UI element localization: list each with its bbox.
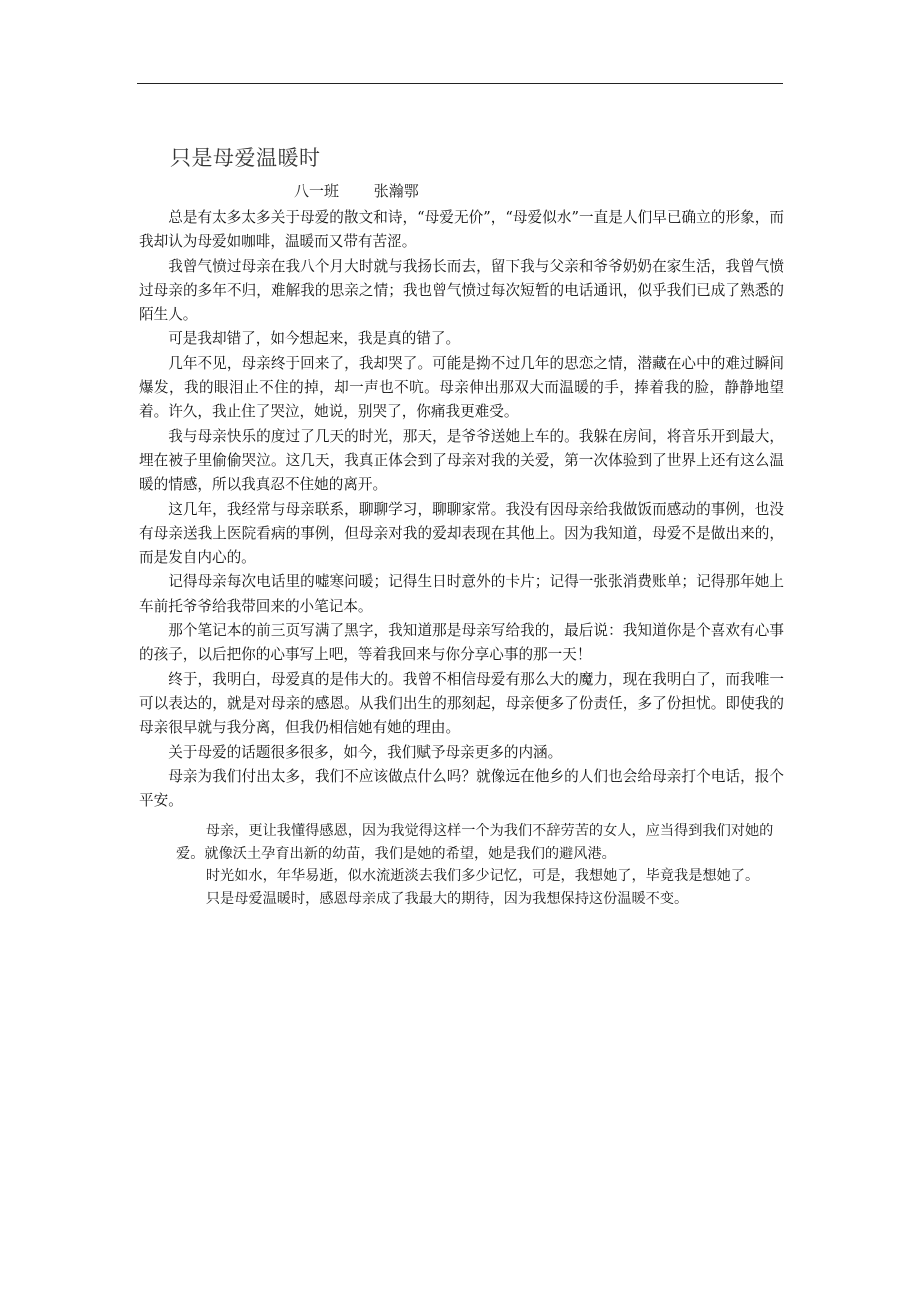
- essay-body: [139, 206, 784, 813]
- class-name: 八一班: [294, 182, 340, 200]
- author-name: 张瀚鄂: [373, 182, 419, 200]
- essay-title: 只是母爱温暖时: [170, 146, 321, 170]
- handwritten-paragraph: 时光如水，年华易逝，似水流逝淡去我们多少记忆，可是，我想她了，毕竟我是想她了。: [205, 868, 760, 885]
- paragraph: 母亲为我们付出太多，我们不应该做点什么吗？就像远在他乡的人们也会给母亲打个电话，报个平安。: [139, 767, 784, 810]
- paragraph: 我曾气愤过母亲在我八个月大时就与我扬长而去，留下我与父亲和爷爷奶奶在家生活，我曾气愤过母亲的多年不归，难解我的思亲之情；我也曾气愤过每次短暂的电话通讯，似乎我们已成了熟悉的陌生人。: [139, 257, 784, 324]
- paragraph: 总是有太多太多关于母爱的散文和诗，“母爱无价”，“母爱似水”一直是人们早已确立的形象，而我却认为母爱如咖啡，温暖而又带有苦涩。: [139, 209, 784, 251]
- handwritten-paragraph: 母亲，更让我懂得感恩，因为我觉得这样一个为我们不辞劳苦的女人，应当得到我们对她的爱。就像沃土孕育出新的幼苗，我们是她的希望，她是我们的避风港。: [176, 823, 774, 862]
- paragraph: 终于，我明白，母爱真的是伟大的。我曾不相信母爱有那么大的魔力，现在我明白了，而我唯一可以表达的，就是对母亲的感恩。从我们出生的那刻起，母亲便多了份责任，多了份担忧。即使我的母亲很早就与我分离，但我仍相信她有她的理由。: [139, 670, 784, 737]
- paragraph: 那个笔记本的前三页写满了黑字，我知道那是母亲写给我的，最后说：我知道你是个喜欢有心事的孩子，以后把你的心事写上吧，等着我回来与你分享心事的那一天！: [139, 622, 784, 664]
- paragraph: 几年不见，母亲终于回来了，我却哭了。可能是拗不过几年的思恋之情，潜藏在心中的难过瞬间爆发，我的眼泪止不住的掉，却一声也不吭。母亲伸出那双大而温暖的手，捧着我的脸，静静地望着。许久，我止住了哭泣，她说，别哭了，你痛我更难受。: [139, 354, 784, 421]
- paragraph: 关于母爱的话题很多很多，如今，我们赋予母亲更多的内涵。: [168, 743, 563, 761]
- paragraph: 可是我却错了，如今想起来，我是真的错了。: [168, 330, 461, 348]
- paragraph: 这几年，我经常与母亲联系，聊聊学习，聊聊家常。我没有因母亲给我做饭而感动的事例，也没有母亲送我上医院看病的事例，但母亲对我的爱却表现在其他上。因为我知道，母爱不是做出来的，而是发自内心的。: [139, 500, 784, 567]
- handwritten-closing: [176, 820, 782, 910]
- paragraph: 记得母亲每次电话里的嘘寒问暖；记得生日时意外的卡片；记得一张张消费账单；记得那年她上车前托爷爷给我带回来的小笔记本。: [139, 573, 784, 615]
- header-rule: [137, 83, 783, 84]
- paragraph: 我与母亲快乐的度过了几天的时光，那天，是爷爷送她上车的。我躲在房间，将音乐开到最大，埋在被子里偷偷哭泣。这几天，我真正体会到了母亲对我的关爱，第一次体验到了世界上还有这么温暖的情感，所以我真忍不住她的离开。: [139, 427, 784, 494]
- byline: [294, 180, 419, 201]
- handwritten-paragraph: 只是母爱温暖时，感恩母亲成了我最大的期待，因为我想保持这份温暖不变。: [205, 890, 689, 907]
